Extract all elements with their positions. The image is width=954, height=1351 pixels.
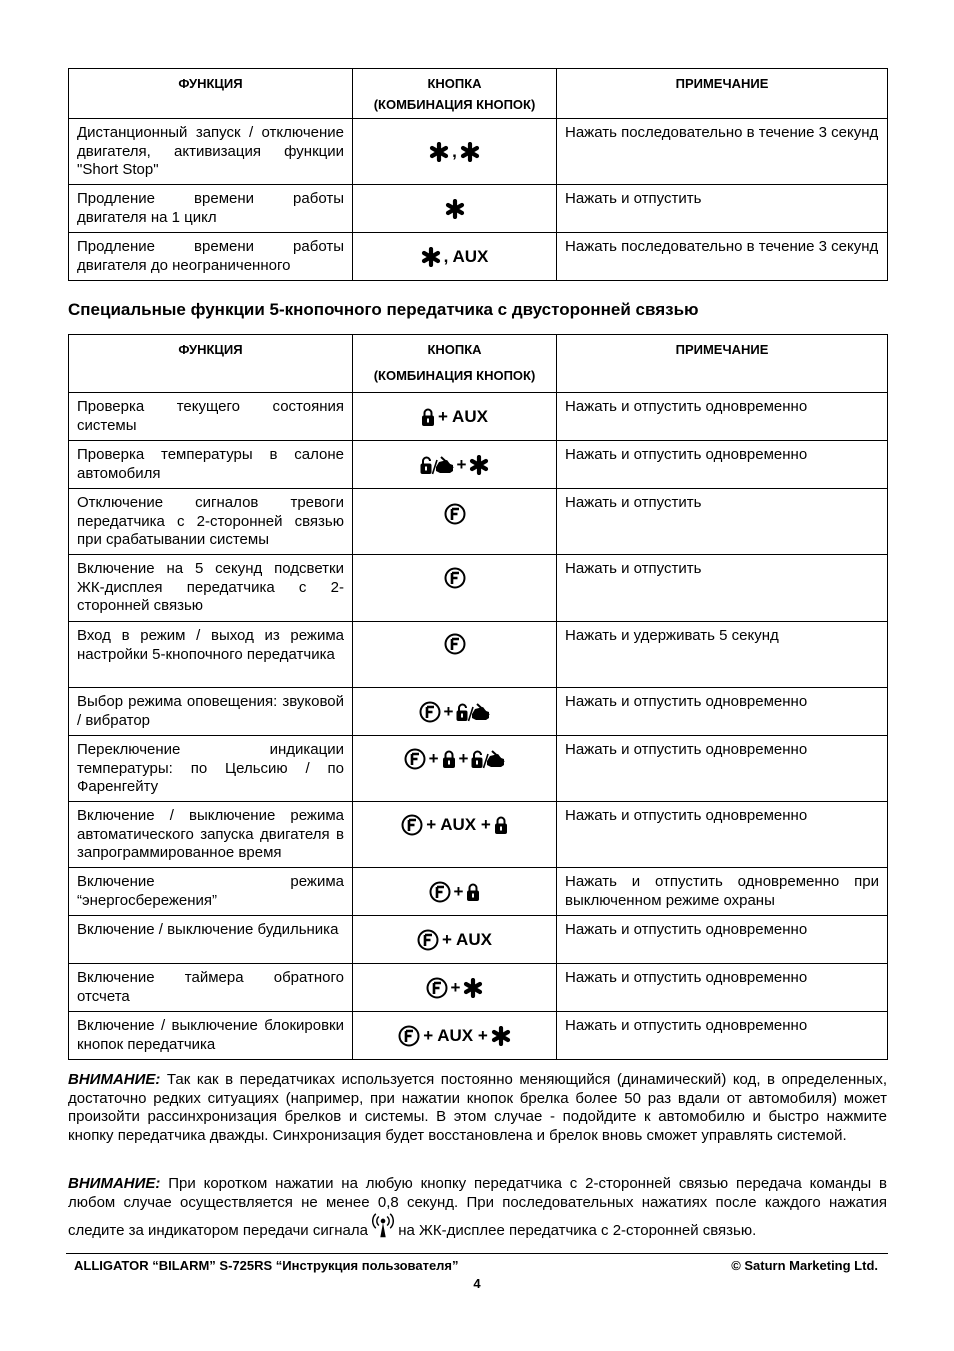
table-row (69, 802, 888, 868)
f-button-icon (429, 881, 451, 903)
row-function: Включение на 5 секунд подсветки ЖК-дисплея передатчика с 2-сторонней связью (69, 555, 353, 622)
warning-label: ВНИМАНИЕ: (68, 1071, 161, 1088)
star-icon (491, 1026, 511, 1046)
section-title: Специальные функции 5-кнопочного передатчика с двусторонней связью (68, 300, 699, 319)
header-button: КНОПКА (КОМБИНАЦИЯ КНОПОК) (353, 335, 557, 393)
table-row (69, 393, 888, 441)
row-buttons (353, 622, 557, 688)
footer-right: © Saturn Marketing Ltd. (731, 1258, 878, 1273)
button-separator: + (428, 749, 439, 768)
f-button-icon (398, 1025, 420, 1047)
button-separator: + (453, 881, 464, 901)
header-note: ПРИМЕЧАНИЕ (557, 335, 888, 393)
row-buttons (353, 916, 557, 964)
star-icon (429, 142, 449, 162)
lock-icon (494, 815, 508, 835)
star-icon (469, 455, 489, 475)
warning-text: Так как в передатчиках используется постоянно меняющийся (динамический) код, в определенных, достаточно редких ситуациях (например, при нажатии кнопок брелка более 50 раз вдали от автомобиля) может произойти рассинхронизация брелков и системы. В этом случае - подойдите к автомобилю и быстро нажмите кнопку передатчика дважды. Синхронизация будет восстановлена и брелок вновь сможет управлять системой. (68, 1071, 887, 1144)
f-button-icon (419, 701, 441, 723)
row-note: Нажать и отпустить одновременно (557, 802, 888, 868)
row-note: Нажать и отпустить одновременно (557, 736, 888, 802)
lock-icon (466, 882, 480, 902)
table-row (69, 688, 888, 736)
row-note: Нажать и отпустить одновременно (557, 688, 888, 736)
row-note: Нажать и удерживать 5 секунд (557, 622, 888, 688)
unlock-trunk-icon (456, 702, 490, 722)
header-button: КНОПКА (КОМБИНАЦИЯ КНОПОК) (353, 69, 557, 119)
f-button-icon (404, 748, 426, 770)
star-icon (463, 978, 483, 998)
row-buttons (353, 736, 557, 802)
row-buttons (353, 868, 557, 916)
star-icon (445, 199, 465, 219)
row-note: Нажать и отпустить одновременно (557, 441, 888, 489)
row-function: Включение режима “энергосбережения” (69, 868, 353, 916)
star-icon (460, 142, 480, 162)
warning-label: ВНИМАНИЕ: (68, 1175, 161, 1192)
table-row (69, 489, 888, 555)
table-row (69, 441, 888, 489)
table-row (69, 622, 888, 688)
row-function: Переключение индикации температуры: по Цельсию / по Фаренгейту (69, 736, 353, 802)
table-row (69, 1012, 888, 1060)
footer-left: ALLIGATOR “BILARM” S-725RS “Инструкция пользователя” (74, 1258, 459, 1273)
f-button-icon (417, 929, 439, 951)
row-function: Выбор режима оповещения: звуковой / вибратор (69, 688, 353, 736)
row-note: Нажать и отпустить одновременно (557, 964, 888, 1012)
row-buttons (353, 441, 557, 489)
row-buttons (353, 393, 557, 441)
f-button-icon (426, 977, 448, 999)
header-function: ФУНКЦИЯ (69, 335, 353, 393)
unlock-trunk-icon (420, 455, 454, 475)
warning-text: При коротком нажатии на любую кнопку передатчика с 2-сторонней связью передача команды в любом случае осуществляется не менее 0,8 секунд. При последовательных нажатиях после каждого нажатия следите за индикатором передачи сигнала (68, 1175, 887, 1240)
row-note: Нажать последовательно в течение 3 секунд (557, 119, 888, 185)
row-note: Нажать и отпустить одновременно (557, 916, 888, 964)
table-row (69, 119, 888, 185)
row-function: Вход в режим / выход из режима настройки 5-кнопочного передатчика (69, 622, 353, 688)
button-separator: + AUX (442, 929, 492, 949)
row-function: Проверка температуры в салоне автомобиля (69, 441, 353, 489)
row-note: Нажать и отпустить одновременно (557, 1012, 888, 1060)
table-row (69, 736, 888, 802)
f-button-icon (444, 503, 466, 525)
row-note: Нажать и отпустить одновременно (557, 393, 888, 441)
functions-table-1 (68, 68, 888, 281)
f-button-icon (444, 567, 466, 589)
button-separator: + (458, 749, 469, 768)
header-note: ПРИМЕЧАНИЕ (557, 69, 888, 119)
star-icon (421, 247, 441, 267)
f-button-icon (444, 633, 466, 655)
row-buttons (353, 1012, 557, 1060)
row-function: Включение / выключение режима автоматического запуска двигателя в запрограммированное время (69, 802, 353, 868)
row-function: Включение таймера обратного отсчета (69, 964, 353, 1012)
row-note: Нажать и отпустить одновременно при выключенном режиме охраны (557, 868, 888, 916)
footer-divider (66, 1253, 888, 1254)
functions-table-2 (68, 334, 888, 1060)
row-buttons (353, 489, 557, 555)
header-function: ФУНКЦИЯ (69, 69, 353, 119)
row-buttons (353, 119, 557, 185)
row-function: Продление времени работы двигателя до неограниченного (69, 233, 353, 281)
warning-paragraph-1 (68, 1071, 887, 1145)
table-row (69, 185, 888, 233)
button-separator: + AUX (438, 406, 488, 426)
antenna-icon (372, 1212, 394, 1239)
unlock-trunk-icon (471, 749, 505, 769)
button-separator: , (452, 141, 457, 161)
row-buttons (353, 555, 557, 622)
warning-paragraph-2 (68, 1175, 887, 1241)
row-function: Включение / выключение будильника (69, 916, 353, 964)
row-buttons (353, 802, 557, 868)
button-separator: + (450, 977, 461, 997)
row-buttons (353, 964, 557, 1012)
button-separator: + (456, 454, 467, 474)
warning-text-end: на ЖК-дисплее передатчика с 2-сторонней связью. (394, 1222, 757, 1240)
row-buttons (353, 233, 557, 281)
table-row (69, 916, 888, 964)
button-separator: + AUX + (426, 815, 491, 834)
lock-icon (442, 749, 456, 769)
row-function: Проверка текущего состояния системы (69, 393, 353, 441)
table-row (69, 964, 888, 1012)
lock-icon (421, 407, 435, 427)
page-number: 4 (473, 1276, 481, 1291)
f-button-icon (401, 814, 423, 836)
row-function: Продление времени работы двигателя на 1 цикл (69, 185, 353, 233)
table-row (69, 233, 888, 281)
row-function: Отключение сигналов тревоги передатчика с 2-сторонней связью при срабатывании системы (69, 489, 353, 555)
row-function: Дистанционный запуск / отключение двигателя, активизация функции "Short Stop" (69, 119, 353, 185)
row-buttons (353, 185, 557, 233)
row-note: Нажать и отпустить (557, 185, 888, 233)
table-row (69, 555, 888, 622)
row-note: Нажать и отпустить (557, 555, 888, 622)
row-function: Включение / выключение блокировки кнопок передатчика (69, 1012, 353, 1060)
row-note: Нажать последовательно в течение 3 секунд (557, 233, 888, 281)
button-separator: + (443, 701, 454, 721)
row-note: Нажать и отпустить (557, 489, 888, 555)
row-buttons (353, 688, 557, 736)
table-row (69, 868, 888, 916)
button-separator: , AUX (443, 246, 489, 266)
button-separator: + AUX + (423, 1025, 488, 1045)
